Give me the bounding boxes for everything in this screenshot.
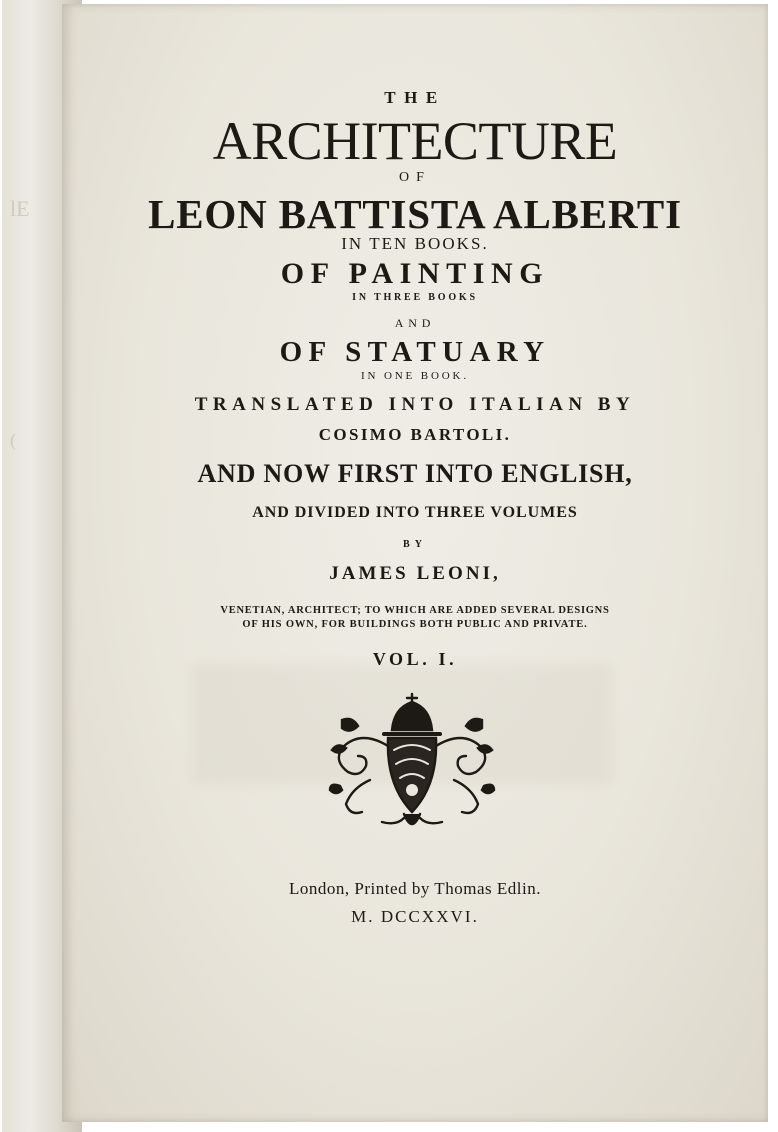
- translator-name: COSIMO BARTOLI.: [318, 425, 512, 444]
- leoni-name: JAMES LEONI,: [329, 563, 501, 584]
- english-translation-line: AND NOW FIRST INTO ENGLISH,: [197, 459, 633, 488]
- buildings-line: OF HIS OWN, FOR BUILDINGS BOTH PUBLIC AND PRIVATE.: [242, 619, 588, 630]
- venetian-architect-line: VENETIAN, ARCHITECT; TO WHICH ARE ADDED SEVERAL DESIGNS: [220, 605, 610, 616]
- subtitle-three-books: IN THREE BOOKS: [352, 292, 478, 303]
- volume-number: VOL. I.: [372, 649, 458, 669]
- left-page-ghost-text: lE: [10, 196, 30, 221]
- translated-by-line: TRANSLATED INTO ITALIAN BY: [194, 394, 636, 415]
- subtitle-ten-books: IN TEN BOOKS.: [341, 234, 489, 253]
- imprint-year: M. DCCXXVI.: [351, 907, 479, 926]
- title-the: THE: [384, 88, 446, 107]
- title-architecture: ARCHITECTURE: [212, 111, 618, 171]
- left-page-ghost-text: (: [10, 430, 16, 450]
- subtitle-statuary: OF STATUARY: [279, 336, 551, 368]
- subtitle-one-book: IN ONE BOOK.: [361, 370, 469, 382]
- subtitle-and: AND: [394, 316, 436, 330]
- imprint-printer: London, Printed by Thomas Edlin.: [288, 879, 542, 898]
- subtitle-painting: OF PAINTING: [280, 257, 550, 290]
- author-name: LEON BATTISTA ALBERTI: [148, 191, 682, 237]
- volumes-line: AND DIVIDED INTO THREE VOLUMES: [252, 504, 578, 521]
- by-line: BY: [403, 539, 427, 550]
- title-of: OF: [399, 170, 431, 185]
- printers-ornament: [322, 690, 502, 840]
